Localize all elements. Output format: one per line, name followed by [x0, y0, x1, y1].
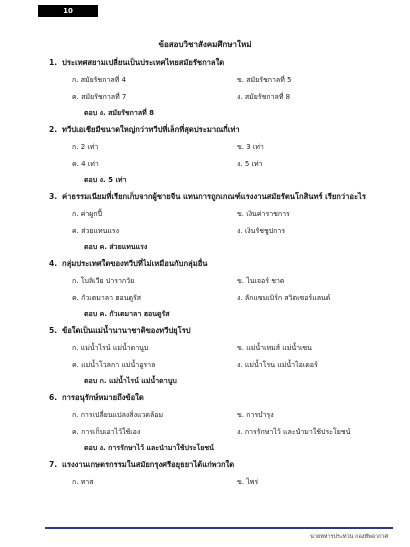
question-number: 5. [49, 326, 58, 335]
question-label: ประเทศสยามเปลี่ยนเป็นประเทศไทยสมัยรัชกาลใด [62, 58, 225, 67]
answer-key: ตอบ ค. ส่วยแทนแรง [84, 243, 148, 251]
option-group [62, 74, 392, 108]
answer-option: ก. 2 เท่า [72, 143, 99, 151]
footer-text: นายทหารประทวน กองทัพอากาศ [310, 534, 388, 540]
answer-option: ข. สมัยรัชกาลที่ 5 [237, 76, 292, 84]
question-number: 3. [49, 192, 58, 201]
question-block [49, 325, 392, 387]
answer-option: ข. เงินค่าราชการ [237, 210, 290, 218]
question-label: แรงงานเกษตรกรรมในสมัยกรุงศรีอยุธยาได้แก่พวกใด [62, 460, 235, 469]
answer-option: ข. ไนเจอร์ ชาด [237, 277, 285, 285]
footer-divider [45, 527, 393, 529]
question-text [49, 124, 392, 136]
question-block [49, 258, 392, 320]
question-number: 4. [49, 259, 58, 268]
question-label: ทวีปเอเชียมีขนาดใหญ่กว่าทวีปที่เล็กที่สุดประมาณกี่เท่า [62, 125, 240, 134]
question-text [49, 191, 392, 203]
answer-key: ตอบ ค. กัวเตมาลา ฮอนดูรัส [84, 310, 170, 318]
answer-option: ค. 4 เท่า [72, 160, 99, 168]
answer-option: ง. สมัยรัชกาลที่ 8 [237, 93, 291, 101]
question-block [49, 124, 392, 186]
answer-key: ตอบ ก. แม่น้ำไรน์ แม่น้ำดานูบ [84, 377, 177, 385]
answer-option: ง. เงินรัชชูปการ [237, 227, 286, 235]
option-group [62, 342, 392, 376]
answer-option: ก. ทาส [72, 478, 94, 486]
answer-option: ง. 5 เท่า [237, 160, 263, 168]
page-number: 10 [38, 5, 98, 17]
question-text [49, 392, 392, 404]
answer-option: ง. ลักแซมเบิร์ก สวิตเซอร์แลนด์ [237, 294, 331, 302]
question-number: 1. [49, 58, 58, 67]
answer-option: ค. การเก็บเอาไว้ใช้เอง [72, 428, 141, 436]
question-label: กลุ่มประเทศใดของทวีปที่ไม่เหมือนกับกลุ่มอื่น [62, 259, 208, 268]
answer-key: ตอบ ง. สมัยรัชกาลที่ 8 [84, 109, 155, 117]
answer-option: ก. โบลิเวีย ปารากวัย [72, 277, 135, 285]
question-block [49, 459, 392, 493]
question-block [49, 392, 392, 454]
answer-option: ข. การบำรุง [237, 411, 274, 419]
option-group [62, 275, 392, 309]
question-block [49, 191, 392, 253]
answer-option: ค. สมัยรัชกาลที่ 7 [72, 93, 127, 101]
answer-option: ก. ค่าผูกปี้ [72, 210, 103, 218]
question-number: 7. [49, 460, 58, 469]
answer-option: ก. แม่น้ำไรน์ แม่น้ำดานูบ [72, 344, 149, 352]
document-title: ข้อสอบวิชาสังคมศึกษาใหม่ [158, 40, 252, 49]
question-text [49, 57, 392, 69]
answer-key: ตอบ ง. 5 เท่า [84, 176, 127, 184]
question-number: 2. [49, 125, 58, 134]
answer-option: ข. แม่น้ำเทมส์ แม่น้ำเซน [237, 344, 312, 352]
question-label: ค่าธรรมเนียมที่เรียกเก็บจากผู้ชายจีน แทนการถูกเกณฑ์แรงงานสมัยรัตนโกสินทร์ เรียกว่าอะไร [62, 192, 366, 201]
answer-option: ก. สมัยรัชกาลที่ 4 [72, 76, 126, 84]
answer-option: ค. แม่น้ำโวลกา แม่น้ำอูราล [72, 361, 156, 369]
answer-option: ค. ส่วยแทนแรง [72, 227, 120, 235]
option-group [62, 476, 392, 493]
option-group [62, 409, 392, 443]
question-text [49, 325, 392, 337]
answer-option: ก. การเปลี่ยนแปลงสิ่งแวดล้อม [72, 411, 164, 419]
question-number: 6. [49, 393, 58, 402]
question-text [49, 459, 392, 471]
answer-key: ตอบ ง. การรักษาไว้ และนำมาใช้ประโยชน์ [84, 444, 214, 452]
answer-option: ง. แม่น้ำโรน แม่น้ำไอเดอร์ [237, 361, 318, 369]
answer-option: ง. การรักษาไว้ และนำมาใช้ประโยชน์ [237, 428, 351, 436]
question-list [49, 52, 392, 493]
option-group [62, 141, 392, 175]
question-text [49, 258, 392, 270]
question-block [49, 57, 392, 119]
option-group [62, 208, 392, 242]
answer-option: ค. กัวเตมาลา ฮอนดูรัส [72, 294, 142, 302]
question-label: การอนุรักษ์หมายถึงข้อใด [62, 393, 144, 402]
answer-option: ข. 3 เท่า [237, 143, 264, 151]
answer-option: ข. ไพร่ [237, 478, 259, 486]
question-label: ข้อใดเป็นแม่น้ำนานาชาติของทวีปยุโรป [62, 326, 191, 335]
